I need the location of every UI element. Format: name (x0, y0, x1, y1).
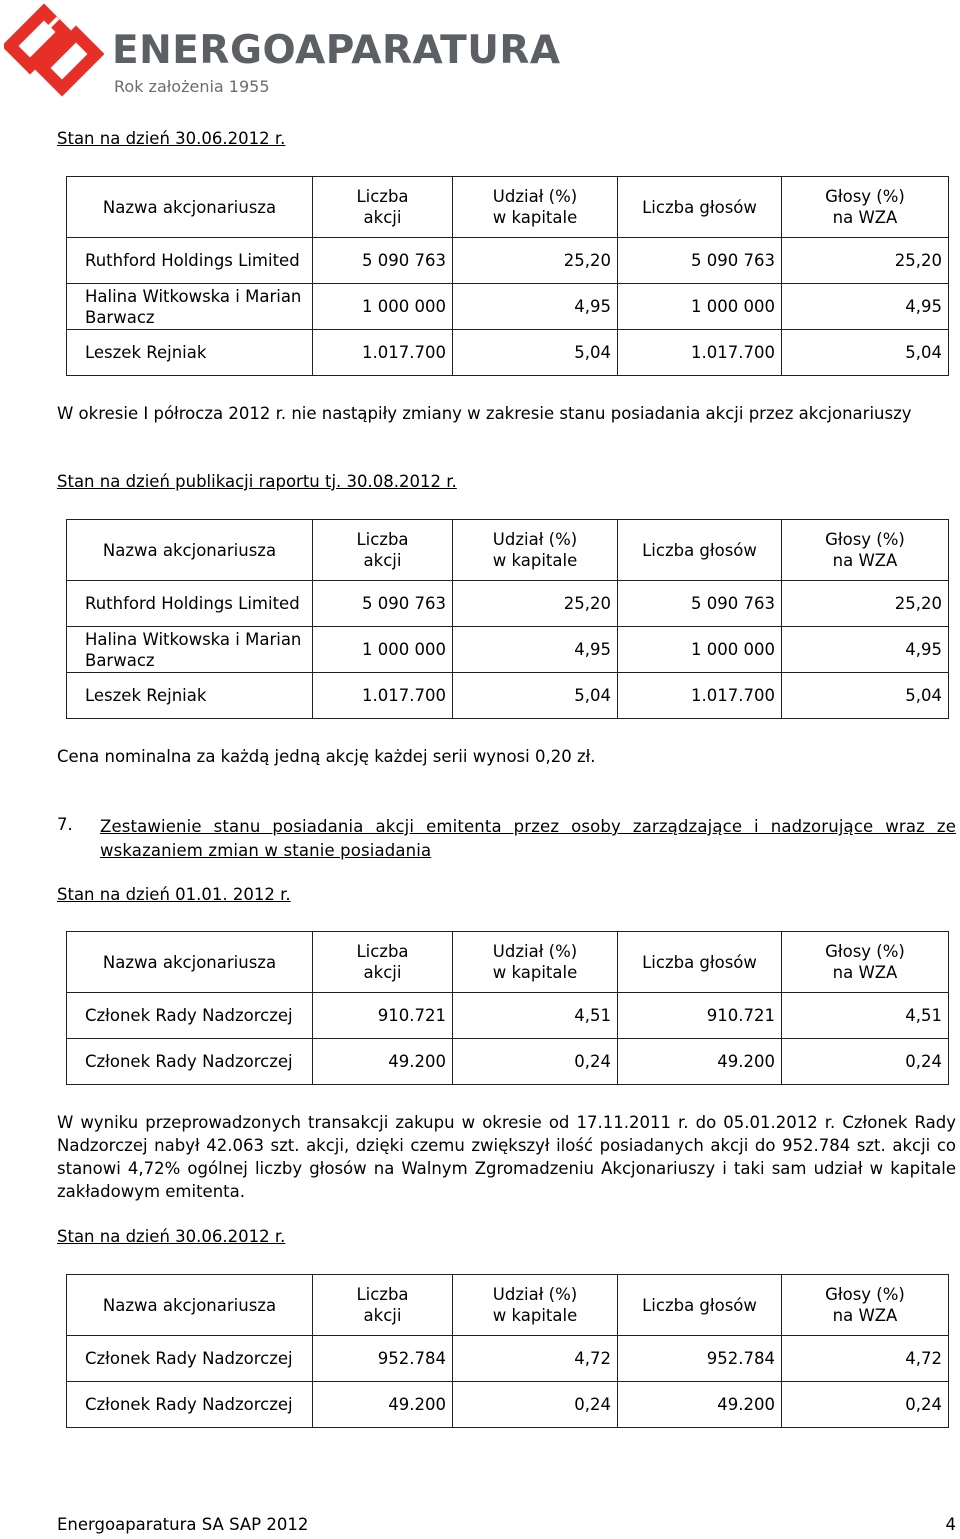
cell-capital: 4,95 (453, 627, 618, 673)
header-shares: Liczba akcji (313, 932, 453, 993)
header-name: Nazwa akcjonariusza (67, 932, 313, 993)
section2-caption: Stan na dzień publikacji raportu tj. 30.08.2012 r. (57, 472, 457, 491)
cell-shares: 5 090 763 (313, 581, 453, 627)
cell-votes: 1 000 000 (618, 284, 782, 330)
cell-votes: 5 090 763 (618, 581, 782, 627)
table-header-row (67, 1275, 949, 1336)
cell-shares: 910.721 (313, 993, 453, 1039)
cell-name: Członek Rady Nadzorczej (67, 993, 313, 1039)
logo-company-name: ENERGOAPARATURA (112, 28, 561, 73)
header-votes: Liczba głosów (618, 177, 782, 238)
cell-votes: 1.017.700 (618, 673, 782, 719)
section-number: 7. (57, 815, 73, 834)
section1-caption: Stan na dzień 30.06.2012 r. (57, 129, 286, 148)
cell-wza: 5,04 (782, 330, 949, 376)
cell-shares: 49.200 (313, 1039, 453, 1085)
table-row (67, 1336, 949, 1382)
cell-shares: 1 000 000 (313, 284, 453, 330)
table-row (67, 238, 949, 284)
cell-wza: 25,20 (782, 238, 949, 284)
cell-name: Ruthford Holdings Limited (67, 238, 313, 284)
cell-wza: 4,95 (782, 627, 949, 673)
cell-wza: 4,51 (782, 993, 949, 1039)
company-logo (4, 2, 561, 102)
cell-votes: 49.200 (618, 1382, 782, 1428)
header-votes: Liczba głosów (618, 520, 782, 581)
cell-votes: 5 090 763 (618, 238, 782, 284)
cell-name: Członek Rady Nadzorczej (67, 1382, 313, 1428)
header-name: Nazwa akcjonariusza (67, 177, 313, 238)
header-capital: Udział (%) w kapitale (453, 177, 618, 238)
cell-capital: 25,20 (453, 581, 618, 627)
cell-wza: 4,95 (782, 284, 949, 330)
header-votes: Liczba głosów (618, 1275, 782, 1336)
cell-shares: 5 090 763 (313, 238, 453, 284)
section4-caption: Stan na dzień 30.06.2012 r. (57, 1227, 286, 1246)
header-capital: Udział (%) w kapitale (453, 932, 618, 993)
table-row (67, 284, 949, 330)
cell-name: Leszek Rejniak (67, 673, 313, 719)
footer-title: Energoaparatura SA SAP 2012 (57, 1515, 309, 1534)
cell-capital: 0,24 (453, 1382, 618, 1428)
table-header-row (67, 932, 949, 993)
header-wza: Głosy (%) na WZA (782, 177, 949, 238)
header-name: Nazwa akcjonariusza (67, 520, 313, 581)
header-shares: Liczba akcji (313, 177, 453, 238)
cell-name: Leszek Rejniak (67, 330, 313, 376)
table-header-row (67, 177, 949, 238)
header-shares: Liczba akcji (313, 1275, 453, 1336)
table-header-row (67, 520, 949, 581)
board-holdings-table-2 (66, 1274, 949, 1428)
cell-shares: 1 000 000 (313, 627, 453, 673)
section3-note: W wyniku przeprowadzonych transakcji zakupu w okresie od 17.11.2011 r. do 05.01.2012 r. Członek Rady Nadzorczej nabył 42.063 szt. akcji, dzięki czemu zwiększył ilość posiadanych akcji do 952.784 szt. akcji co stanowi 4,72% ogólnej liczby głosów na Walnym Zgromadzeniu Akcjonariuszy i taki sam udział w kapitale zakładowym emitenta. (57, 1113, 956, 1201)
cell-votes: 1 000 000 (618, 627, 782, 673)
shareholders-table-2 (66, 519, 949, 719)
table-row (67, 993, 949, 1039)
cell-votes: 49.200 (618, 1039, 782, 1085)
cell-shares: 1.017.700 (313, 673, 453, 719)
header-shares: Liczba akcji (313, 520, 453, 581)
table-row (67, 1039, 949, 1085)
cell-votes: 910.721 (618, 993, 782, 1039)
cell-wza: 25,20 (782, 581, 949, 627)
cell-capital: 4,72 (453, 1336, 618, 1382)
cell-name: Halina Witkowska i Marian Barwacz (67, 627, 313, 673)
cell-capital: 25,20 (453, 238, 618, 284)
cell-capital: 5,04 (453, 673, 618, 719)
table-row (67, 627, 949, 673)
section1-note: W okresie I półrocza 2012 r. nie nastąpiły zmiany w zakresie stanu posiadania akcji przez akcjonariuszy (57, 404, 912, 423)
header-name: Nazwa akcjonariusza (67, 1275, 313, 1336)
header-wza: Głosy (%) na WZA (782, 520, 949, 581)
table-row (67, 581, 949, 627)
cell-name: Członek Rady Nadzorczej (67, 1039, 313, 1085)
section2-note: Cena nominalna za każdą jedną akcję każdej serii wynosi 0,20 zł. (57, 747, 596, 766)
logo-tagline: Rok założenia 1955 (114, 77, 270, 96)
cell-capital: 0,24 (453, 1039, 618, 1085)
table-row (67, 673, 949, 719)
cell-capital: 4,51 (453, 993, 618, 1039)
cell-wza: 5,04 (782, 673, 949, 719)
board-holdings-table-1 (66, 931, 949, 1085)
table-row (67, 330, 949, 376)
cell-wza: 0,24 (782, 1039, 949, 1085)
cell-name: Ruthford Holdings Limited (67, 581, 313, 627)
cell-shares: 1.017.700 (313, 330, 453, 376)
cell-name: Członek Rady Nadzorczej (67, 1336, 313, 1382)
page-number: 4 (945, 1515, 956, 1534)
header-wza: Głosy (%) na WZA (782, 1275, 949, 1336)
cell-wza: 4,72 (782, 1336, 949, 1382)
cell-votes: 1.017.700 (618, 330, 782, 376)
logo-mark-icon (4, 2, 104, 98)
cell-capital: 5,04 (453, 330, 618, 376)
cell-name: Halina Witkowska i Marian Barwacz (67, 284, 313, 330)
header-capital: Udział (%) w kapitale (453, 1275, 618, 1336)
shareholders-table-1 (66, 176, 949, 376)
cell-shares: 952.784 (313, 1336, 453, 1382)
section-title: Zestawienie stanu posiadania akcji emitenta przez osoby zarządzające i nadzorujące wraz ze wskazaniem zmian w stanie posiadania (100, 817, 956, 860)
section3-caption: Stan na dzień 01.01. 2012 r. (57, 885, 291, 904)
cell-shares: 49.200 (313, 1382, 453, 1428)
table-row (67, 1382, 949, 1428)
header-wza: Głosy (%) na WZA (782, 932, 949, 993)
cell-votes: 952.784 (618, 1336, 782, 1382)
header-votes: Liczba głosów (618, 932, 782, 993)
header-capital: Udział (%) w kapitale (453, 520, 618, 581)
cell-capital: 4,95 (453, 284, 618, 330)
cell-wza: 0,24 (782, 1382, 949, 1428)
